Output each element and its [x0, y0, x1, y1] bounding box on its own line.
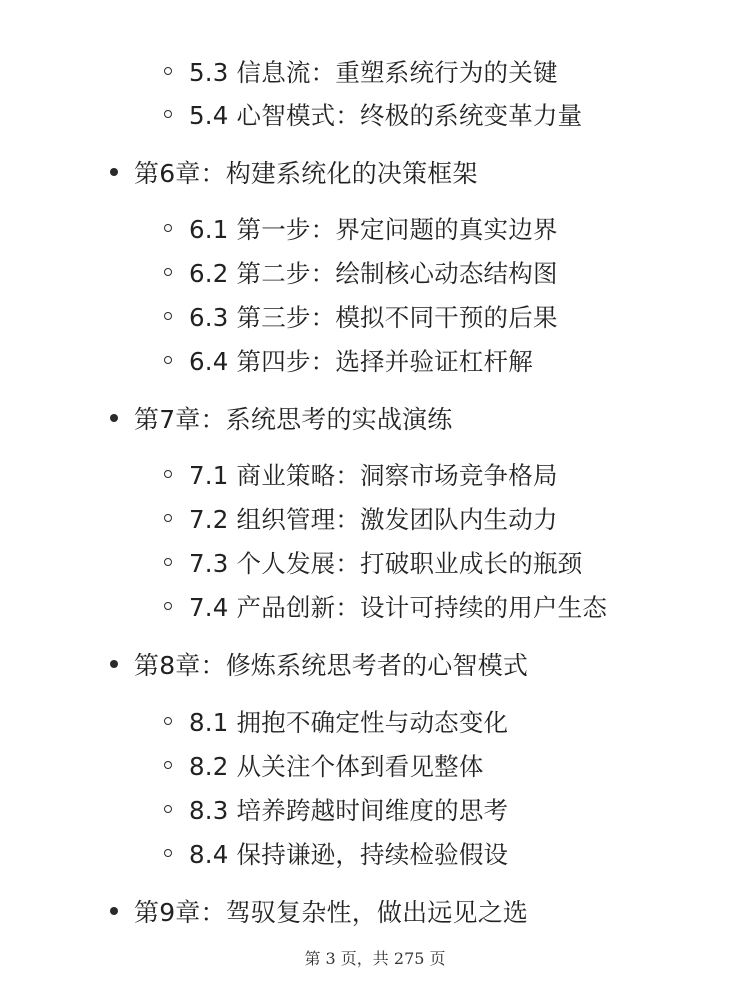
outline-item-text: 第9章：驾驭复杂性，做出远见之选	[134, 898, 529, 927]
outline-item-section	[0, 452, 750, 496]
outline-item-text: 6.1 第一步：界定问题的真实边界	[189, 214, 558, 244]
outline-item-section	[0, 496, 750, 540]
outline-item-text: 7.3 个人发展：打破职业成长的瓶颈	[189, 548, 583, 578]
filled-bullet-icon	[110, 907, 118, 915]
hollow-bullet-icon	[164, 849, 172, 857]
outline-item-section	[0, 250, 750, 294]
hollow-bullet-icon	[164, 110, 172, 118]
hollow-bullet-icon	[164, 717, 172, 725]
hollow-bullet-icon	[164, 514, 172, 522]
hollow-bullet-icon	[164, 602, 172, 610]
hollow-bullet-icon	[164, 312, 172, 320]
outline-item-section	[0, 92, 750, 136]
hollow-bullet-icon	[164, 268, 172, 276]
outline-item-text: 8.4 保持谦逊，持续检验假设	[189, 839, 509, 869]
outline-item-section	[0, 49, 750, 93]
outline-item-text: 第7章：系统思考的实战演练	[134, 405, 453, 434]
outline-item-section	[0, 294, 750, 338]
outline-item-text: 5.4 心智模式：终极的系统变革力量	[189, 100, 583, 130]
outline-item-text: 第6章：构建系统化的决策框架	[134, 159, 478, 188]
outline-item-section	[0, 831, 750, 875]
filled-bullet-icon	[110, 414, 118, 422]
hollow-bullet-icon	[164, 224, 172, 232]
page-number-footer: 第 3 页，共 275 页	[304, 949, 446, 968]
outline-item-section	[0, 699, 750, 743]
filled-bullet-icon	[110, 660, 118, 668]
outline-item-text: 8.2 从关注个体到看见整体	[189, 751, 484, 781]
hollow-bullet-icon	[164, 356, 172, 364]
outline-item-text: 5.3 信息流：重塑系统行为的关键	[189, 57, 558, 87]
filled-bullet-icon	[110, 168, 118, 176]
outline-item-text: 6.4 第四步：选择并验证杠杆解	[189, 346, 533, 376]
outline-item-text: 第8章：修炼系统思考者的心智模式	[134, 651, 529, 680]
outline-item-section	[0, 787, 750, 831]
outline-item-text: 6.2 第二步：绘制核心动态结构图	[189, 258, 558, 288]
outline-item-section	[0, 584, 750, 628]
outline-item-text: 8.3 培养跨越时间维度的思考	[189, 795, 509, 825]
outline-item-text: 7.2 组织管理：激发团队内生动力	[189, 504, 558, 534]
hollow-bullet-icon	[164, 805, 172, 813]
hollow-bullet-icon	[164, 67, 172, 75]
hollow-bullet-icon	[164, 761, 172, 769]
outline-item-text: 7.1 商业策略：洞察市场竞争格局	[189, 460, 558, 490]
hollow-bullet-icon	[164, 558, 172, 566]
outline-item-text: 7.4 产品创新：设计可持续的用户生态	[189, 592, 608, 622]
outline-item-section	[0, 206, 750, 250]
outline-item-text: 8.1 拥抱不确定性与动态变化	[189, 707, 509, 737]
outline-item-section	[0, 338, 750, 382]
hollow-bullet-icon	[164, 470, 172, 478]
outline-item-section	[0, 743, 750, 787]
outline-item-chapter	[0, 396, 750, 440]
outline-item-section	[0, 540, 750, 584]
outline-item-chapter	[0, 889, 750, 933]
outline-item-chapter	[0, 642, 750, 686]
outline-item-chapter	[0, 150, 750, 194]
outline-item-text: 6.3 第三步：模拟不同干预的后果	[189, 302, 558, 332]
